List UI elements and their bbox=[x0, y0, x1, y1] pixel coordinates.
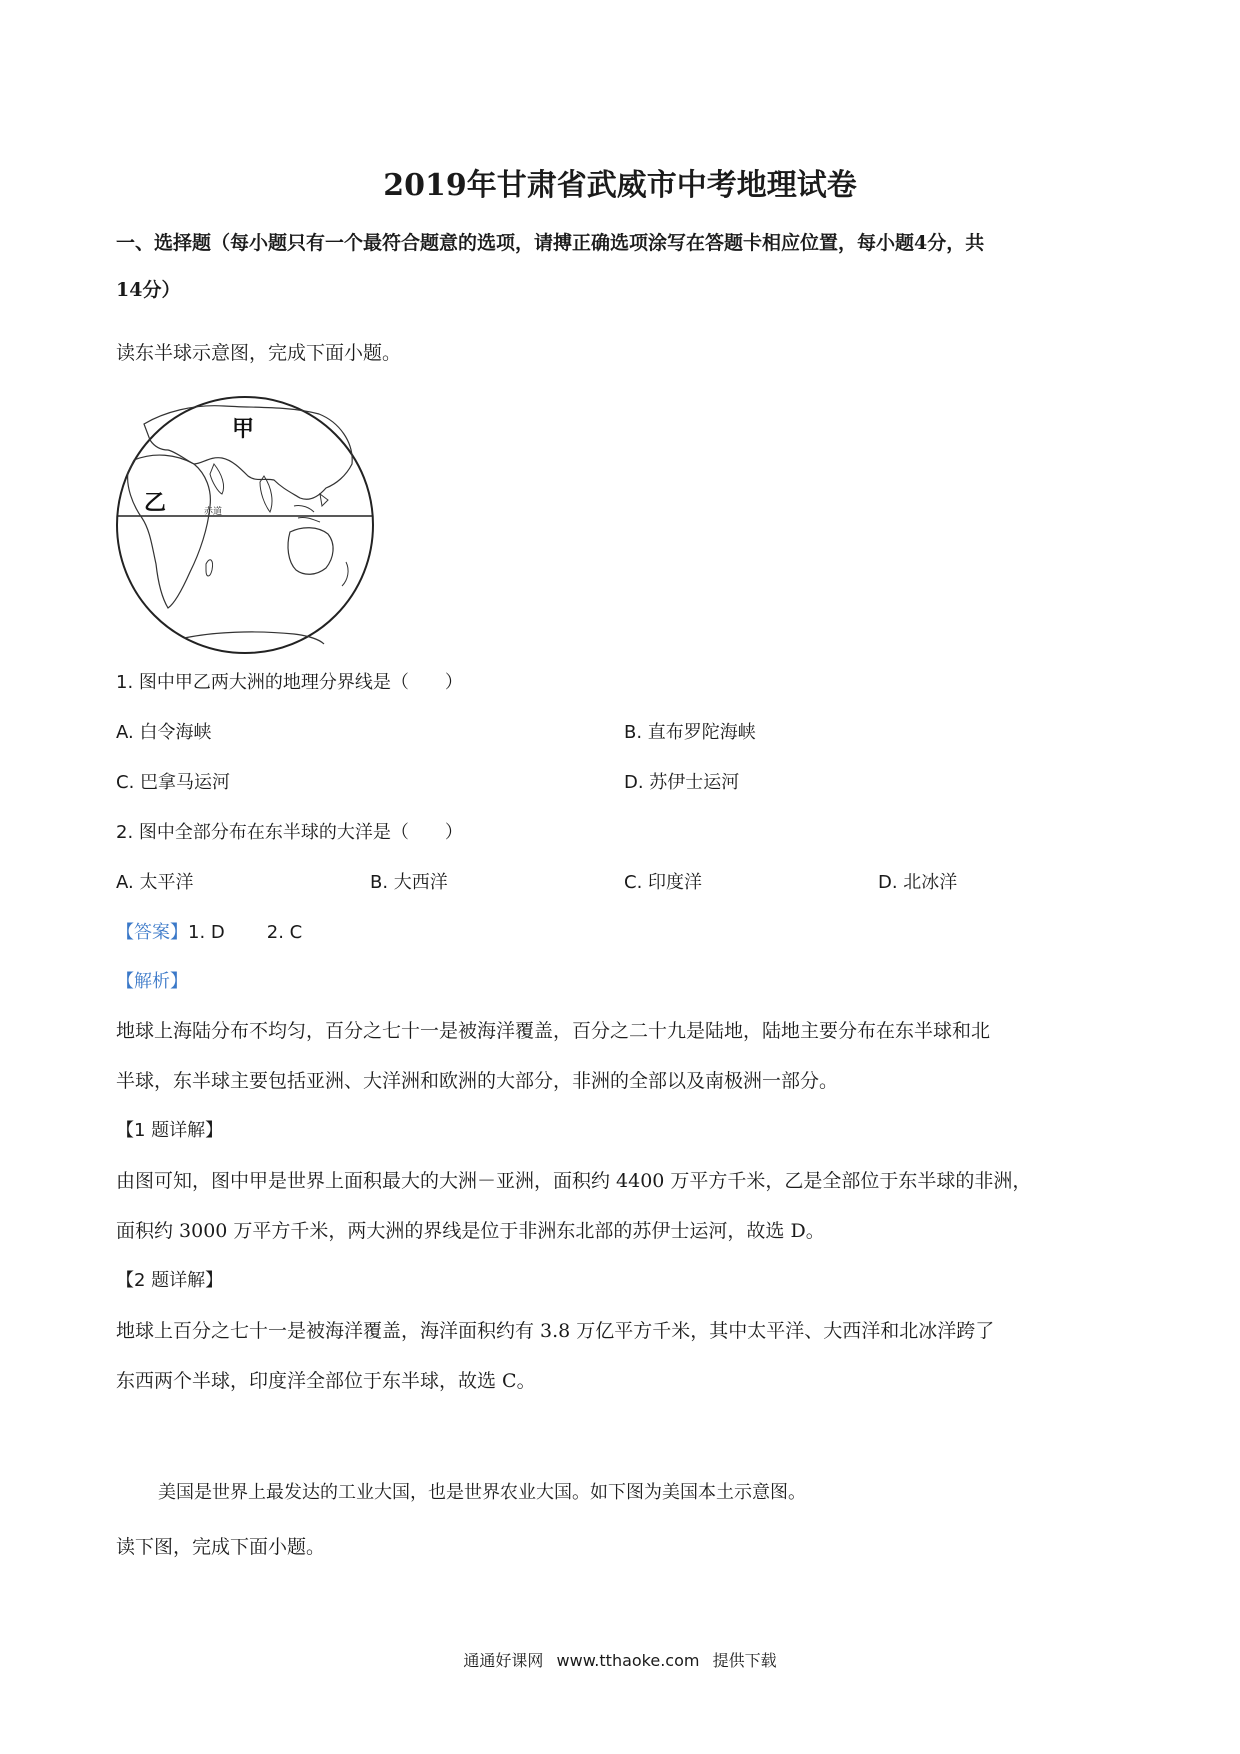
intro-text-2: 读下图，完成下面小题。 bbox=[116, 1536, 326, 1558]
section-heading-cont: 14分） bbox=[116, 279, 181, 301]
q1-option-d[interactable]: D. 苏伊士运河 bbox=[624, 772, 740, 793]
q1-option-a[interactable]: A. 白令海峡 bbox=[116, 722, 212, 743]
analysis-line-2: 半球，东半球主要包括亚洲、大洋洲和欧洲的大部分，非洲的全部以及南极洲一部分。 bbox=[116, 1070, 839, 1092]
q2-option-d[interactable]: D. 北冰洋 bbox=[878, 872, 958, 893]
detail-2-line-2: 东西两个半球，印度洋全部位于东半球，故选 C。 bbox=[116, 1370, 536, 1392]
eastern-hemisphere-map bbox=[114, 394, 376, 656]
q2-option-a[interactable]: A. 太平洋 bbox=[116, 872, 194, 893]
detail-1-line-2: 面积约 3000 万平方千米，两大洲的界线是位于非洲东北部的苏伊士运河，故选 D。 bbox=[116, 1220, 825, 1242]
answer-item-2: 2. C bbox=[266, 922, 303, 943]
footer-suffix: 提供下载 bbox=[712, 1651, 777, 1670]
us-intro-text: 美国是世界上最发达的工业大国，也是世界农业大国。如下图为美国本土示意图。 bbox=[158, 1482, 806, 1503]
answer-row bbox=[116, 918, 302, 944]
question-1-stem: 1. 图中甲乙两大洲的地理分界线是（ ） bbox=[116, 672, 463, 693]
detail-1-tag: 【1 题详解】 bbox=[116, 1120, 224, 1141]
section-heading: 一、选择题（每小题只有一个最符合题意的选项，请搏正确选项涂写在答题卡相应位置，每小题4分，共 bbox=[116, 232, 985, 254]
q1-option-b[interactable]: B. 直布罗陀海峡 bbox=[624, 722, 756, 743]
analysis-line-1: 地球上海陆分布不均匀，百分之七十一是被海洋覆盖，百分之二十九是陆地，陆地主要分布在东半球和北 bbox=[116, 1020, 991, 1042]
analysis-tag: 【解析】 bbox=[116, 971, 188, 992]
label-equator: 赤道 bbox=[204, 507, 223, 517]
footer bbox=[0, 1648, 1240, 1671]
intro-text: 读东半球示意图，完成下面小题。 bbox=[116, 342, 402, 364]
label-yi: 乙 bbox=[144, 491, 167, 516]
footer-site: 通通好课网 bbox=[463, 1651, 544, 1670]
label-jia: 甲 bbox=[232, 417, 255, 442]
detail-2-line-1: 地球上百分之七十一是被海洋覆盖，海洋面积约有 3.8 万亿平方千米，其中太平洋、大西洋和北冰洋跨了 bbox=[116, 1320, 995, 1342]
detail-1-line-1: 由图可知，图中甲是世界上面积最大的大洲－亚洲，面积约 4400 万平方千米，乙是全部位于东半球的非洲， bbox=[116, 1170, 1032, 1192]
answer-item-1: 1. D bbox=[188, 922, 225, 943]
page-title: 2019年甘肃省武威市中考地理试卷 bbox=[383, 168, 857, 203]
q1-option-c[interactable]: C. 巴拿马运河 bbox=[116, 772, 231, 793]
answer-tag: 【答案】 bbox=[116, 922, 188, 943]
question-2-stem: 2. 图中全部分布在东半球的大洋是（ ） bbox=[116, 822, 463, 843]
footer-url[interactable]: www.tthaoke.com bbox=[556, 1651, 700, 1670]
detail-2-tag: 【2 题详解】 bbox=[116, 1270, 224, 1291]
q2-option-c[interactable]: C. 印度洋 bbox=[624, 872, 703, 893]
q2-option-b[interactable]: B. 大西洋 bbox=[370, 872, 448, 893]
